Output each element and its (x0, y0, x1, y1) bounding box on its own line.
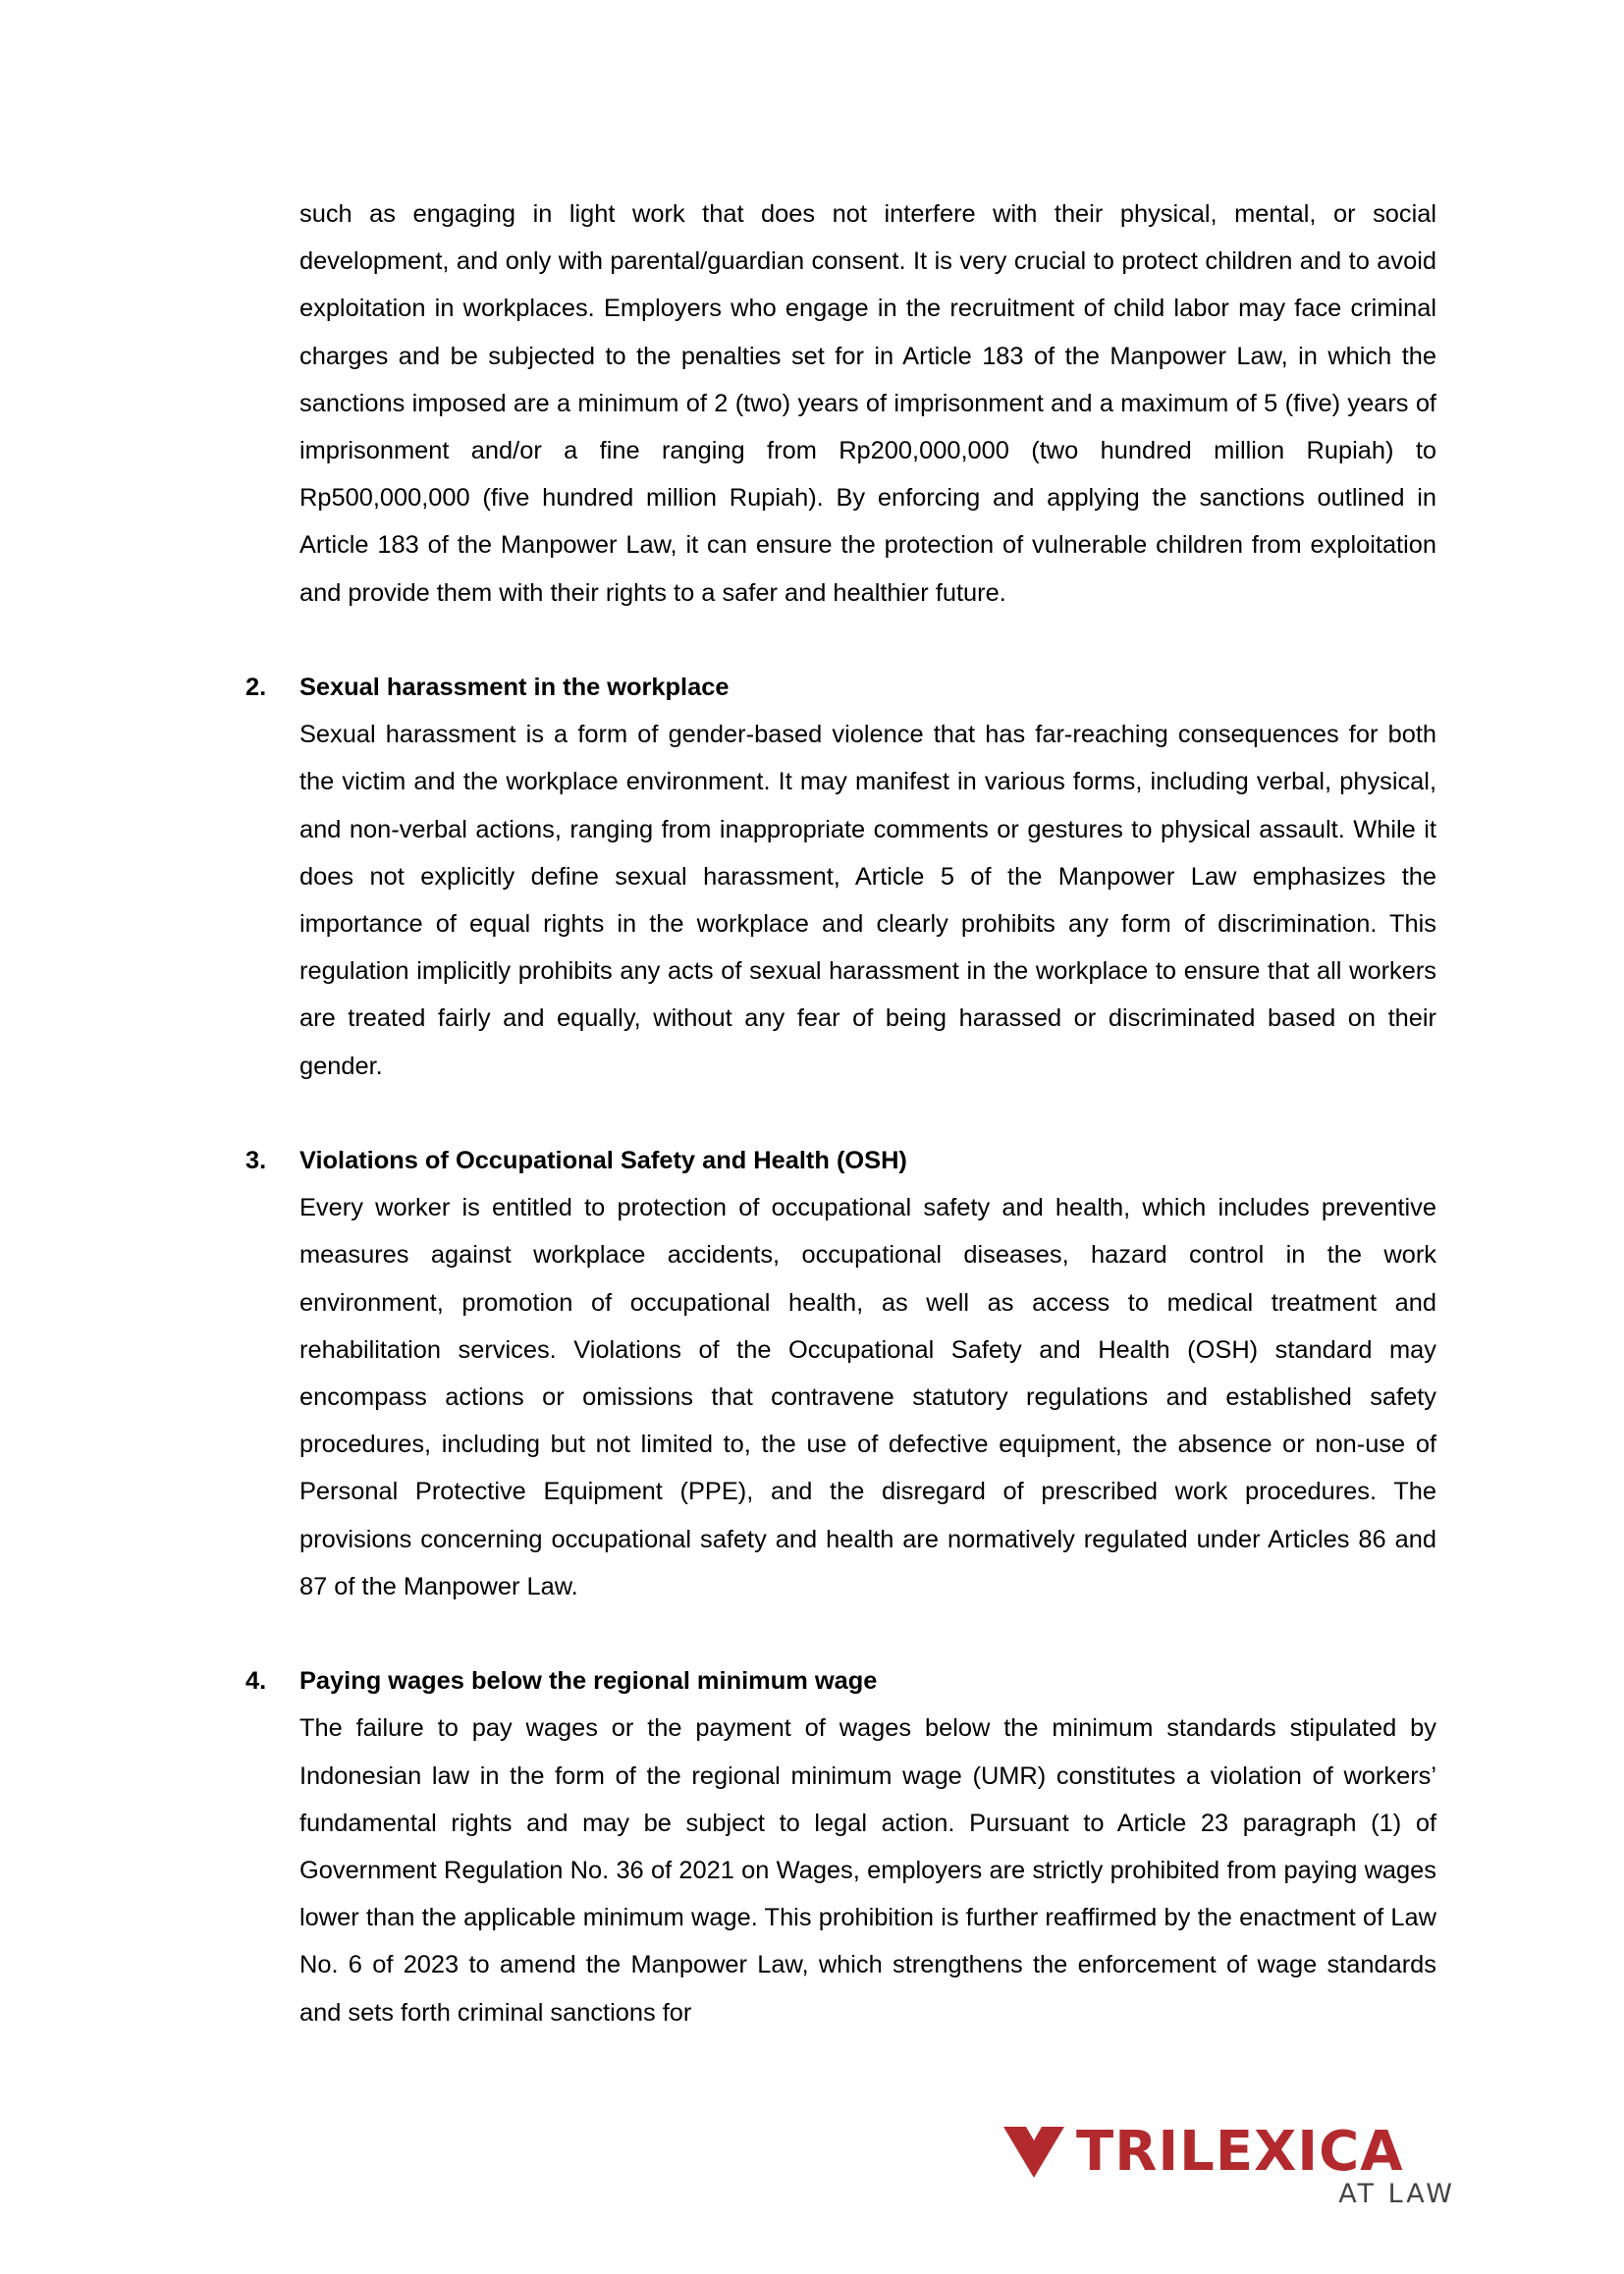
list-item-number: 3. (245, 1147, 267, 1175)
list-item-paragraph: Every worker is entitled to protection of occupational safety and health, which includes preventive measures against workplace accidents, occupational diseases, hazard control in the work environment, promotion of occupational health, as well as access to medical treatment and rehabilitation services. Violations of the Occupational Safety and Health (OSH) standard may encompass actions or omissions that contravene statutory regulations and established safety procedures, including but not limited to, the use of defective equipment, the absence or non-use of Personal Protective Equipment (PPE), and the disregard of prescribed work procedures. The provisions concerning occupational safety and health are normatively regulated under Articles 86 and 87 of the Manpower Law. (299, 1194, 1436, 1600)
intro-paragraph: such as engaging in light work that does not interfere with their physical, mental, or social development, and only with parental/guardian consent. It is very crucial to protect children and to avoid exploitation in workplaces. Employers who engage in the recruitment of child labor may face criminal charges and be subjected to the penalties set for in Article 183 of the Manpower Law, in which the sanctions imposed are a minimum of 2 (two) years of imprisonment and a maximum of 5 (five) years of imprisonment and/or a fine ranging from Rp200,000,000 (two hundred million Rupiah) to Rp500,000,000 (five hundred million Rupiah). By enforcing and applying the sanctions outlined in Article 183 of the Manpower Law, it can ensure the protection of vulnerable children from exploitation and provide them with their rights to a safer and healthier future. (299, 200, 1436, 607)
list-item-heading: Sexual harassment in the workplace (299, 674, 730, 702)
list-item-number: 2. (245, 674, 267, 702)
list-item-minimum-wage (245, 1657, 1436, 2036)
list-item-heading: Violations of Occupational Safety and Health (OSH) (299, 1147, 907, 1175)
chevron-logo-icon (1003, 2127, 1064, 2178)
list-item-number: 4. (245, 1667, 267, 1696)
trilexica-logo (1003, 2120, 1455, 2209)
document-body (245, 190, 1436, 2036)
list-item-heading: Paying wages below the regional minimum wage (299, 1667, 878, 1696)
logo-wordmark: TRILEXICA (1076, 2120, 1404, 2184)
list-item-paragraph: Sexual harassment is a form of gender-based violence that has far-reaching consequences for both the victim and the workplace environment. It may manifest in various forms, including verbal, physical, and non-verbal actions, ranging from inappropriate comments or gestures to physical assault. While it does not explicitly define sexual harassment, Article 5 of the Manpower Law emphasizes the importance of equal rights in the workplace and clearly prohibits any form of discrimination. This regulation implicitly prohibits any acts of sexual harassment in the workplace to ensure that all workers are treated fairly and equally, without any fear of being harassed or discriminated based on their gender. (299, 721, 1436, 1080)
list-item-sexual-harassment (245, 664, 1436, 1090)
list-item-osh-violations (245, 1137, 1436, 1610)
logo-subtitle: AT LAW (1338, 2179, 1455, 2209)
list-item-paragraph: The failure to pay wages or the payment of wages below the minimum standards stipulated by Indonesian law in the form of the regional minimum wage (UMR) constitutes a violation of workers’ fundamental rights and may be subject to legal action. Pursuant to Article 23 paragraph (1) of Government Regulation No. 36 of 2021 on Wages, employers are strictly prohibited from paying wages lower than the applicable minimum wage. This prohibition is further reaffirmed by the enactment of Law No. 6 of 2023 to amend the Manpower Law, which strengthens the enforcement of wage standards and sets forth criminal sanctions for (299, 1714, 1436, 2027)
